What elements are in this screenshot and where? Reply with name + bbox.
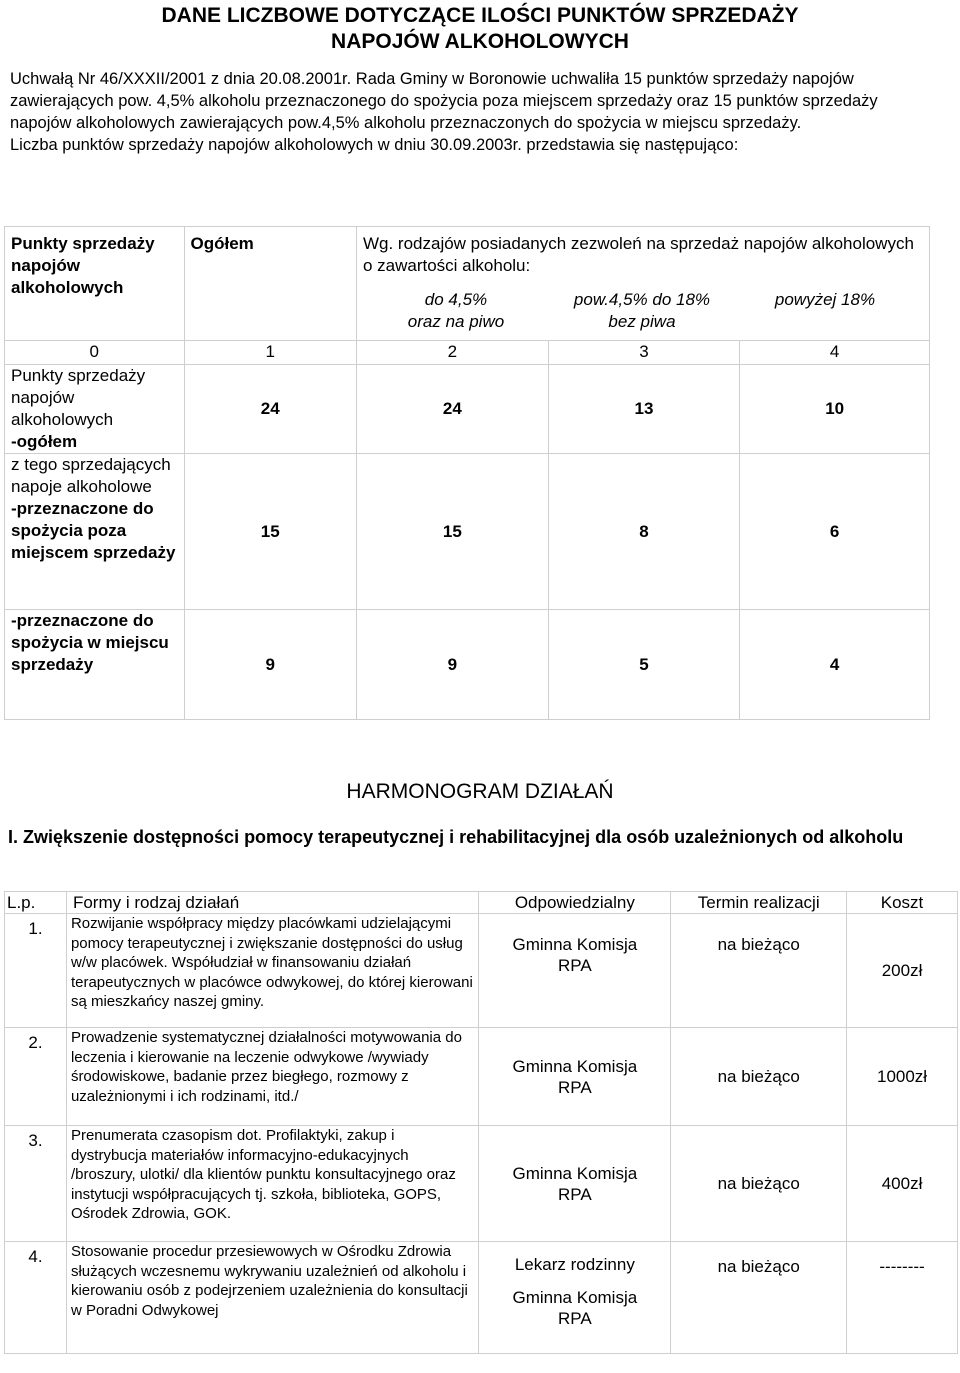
value-cell: 24 xyxy=(184,365,356,454)
row-label-on-premises: -przeznaczone do spożycia w miejscu sprzedaży xyxy=(5,610,185,720)
index-cell: 1 xyxy=(184,341,356,365)
value-cell: 10 xyxy=(740,365,930,454)
deadline-cell: na bieżąco xyxy=(671,1126,847,1242)
action-description: Stosowanie procedur przesiewowych w Ośrodku Zdrowia służących wczesnemu wykrywaniu uzależnień od alkoholu i kierowaniu osób z podejrzeniem uzależnienia do konsultacji w Poradni Odwykowej xyxy=(66,1242,478,1354)
value-cell: 6 xyxy=(740,454,930,610)
subheader-4-5-to-18: pow.4,5% do 18% bez piwa xyxy=(573,290,711,331)
responsible-cell xyxy=(479,1242,671,1354)
value-cell: 4 xyxy=(740,610,930,720)
intro-text xyxy=(10,68,940,156)
header-cost: Koszt xyxy=(847,892,958,914)
sales-points-table xyxy=(4,226,930,720)
value-cell: 9 xyxy=(184,610,356,720)
header-actions: Formy i rodzaj działań xyxy=(66,892,478,914)
value-cell: 9 xyxy=(356,610,548,720)
intro-paragraph-2: Liczba punktów sprzedaży napojów alkoholowych w dniu 30.09.2003r. przedstawia się następująco: xyxy=(10,136,739,154)
cost-cell: 1000zł xyxy=(847,1028,958,1126)
responsible-cell: Gminna Komisja RPA xyxy=(479,1028,671,1126)
row-number: 1. xyxy=(5,914,67,1028)
index-cell: 0 xyxy=(5,341,185,365)
value-cell: 5 xyxy=(548,610,740,720)
responsible-cell: Gminna Komisja RPA xyxy=(479,1126,671,1242)
harmonogram-title: HARMONOGRAM DZIAŁAŃ xyxy=(346,780,614,803)
cost-cell: 200zł xyxy=(847,914,958,1028)
doc-title-line2: NAPOJÓW ALKOHOLOWYCH xyxy=(331,30,629,53)
intro-paragraph-1: Uchwałą Nr 46/XXXII/2001 z dnia 20.08.2001r. Rada Gminy w Boronowie uchwaliła 15 punktów sprzedaży napojów zawierających pow. 4,5% alkoholu przeznaczonego do spożycia poza miejscem sprzedaży oraz 15 punktów sprzedaży napojów alkoholowych zawierających pow.4,5% alkoholu przeznaczonych do spożycia w miejscu sprzedaży. xyxy=(10,70,878,132)
row-number: 3. xyxy=(5,1126,67,1242)
header-lp: L.p. xyxy=(5,892,67,914)
row-label-off-premises: z tego sprzedających napoje alkoholowe -przeznaczone do spożycia poza miejscem sprzedaży xyxy=(5,454,185,610)
row-label-total: Punkty sprzedaży napojów alkoholowych -ogółem xyxy=(5,365,185,454)
doc-title-line1: DANE LICZBOWE DOTYCZĄCE ILOŚCI PUNKTÓW SPRZEDAŻY xyxy=(161,4,799,27)
value-cell: 13 xyxy=(548,365,740,454)
cost-cell: -------- xyxy=(847,1242,958,1354)
header-points: Punkty sprzedaży napojów alkoholowych xyxy=(5,227,185,341)
index-cell: 4 xyxy=(740,341,930,365)
row-number: 2. xyxy=(5,1028,67,1126)
value-cell: 15 xyxy=(356,454,548,610)
header-types-text: Wg. rodzajów posiadanych zezwoleń na sprzedaż napojów alkoholowych o zawartości alkoholu: xyxy=(362,234,914,275)
cost-cell: 400zł xyxy=(847,1126,958,1242)
action-plan-table xyxy=(4,891,958,1354)
value-cell: 8 xyxy=(548,454,740,610)
index-cell: 3 xyxy=(548,341,740,365)
header-responsible: Odpowiedzialny xyxy=(479,892,671,914)
deadline-cell: na bieżąco xyxy=(671,914,847,1028)
header-total: Ogółem xyxy=(184,227,356,341)
action-description: Prowadzenie systematycznej działalności motywowania do leczenia i kierowanie na leczenie odwykowe /wywiady środowiskowe, badanie przez biegłego, rozmowy z uzależnionymi i ich rodzinami, itd./ xyxy=(66,1028,478,1126)
action-description: Rozwijanie współpracy między placówkami udzielającymi pomocy terapeutycznej i zwiększanie dostępności do usług w/w placówek. Współudział w finansowaniu działań terapeutycznych w placówce odwykowej, do której kierowani są mieszkańcy naszej gminy. xyxy=(66,914,478,1028)
value-cell: 15 xyxy=(184,454,356,610)
value-cell: 24 xyxy=(356,365,548,454)
subheader-up-to-4-5: do 4,5% oraz na piwo xyxy=(407,290,505,331)
action-description: Prenumerata czasopism dot. Profilaktyki, zakup i dystrybucja materiałów informacyjno-edukacyjnych /broszury, ulotki/ dla klientów punktu konsultacyjnego oraz instytucji współpracujących tj. szkoła, biblioteka, GOPS, Ośrodek Zdrowia, GOK. xyxy=(66,1126,478,1242)
responsible-cell: Gminna Komisja RPA xyxy=(479,914,671,1028)
header-types xyxy=(356,227,929,341)
deadline-cell: na bieżąco xyxy=(671,1242,847,1354)
subheader-above-18: powyżej 18% xyxy=(774,290,876,309)
section-heading: I. Zwiększenie dostępności pomocy terapeutycznej i rehabilitacyjnej dla osób uzależnionych od alkoholu xyxy=(8,827,904,847)
index-cell: 2 xyxy=(356,341,548,365)
header-deadline: Termin realizacji xyxy=(671,892,847,914)
deadline-cell: na bieżąco xyxy=(671,1028,847,1126)
responsible-primary: Lekarz rodzinny xyxy=(514,1255,635,1274)
responsible-secondary: Gminna Komisja RPA xyxy=(512,1288,638,1328)
row-number: 4. xyxy=(5,1242,67,1354)
